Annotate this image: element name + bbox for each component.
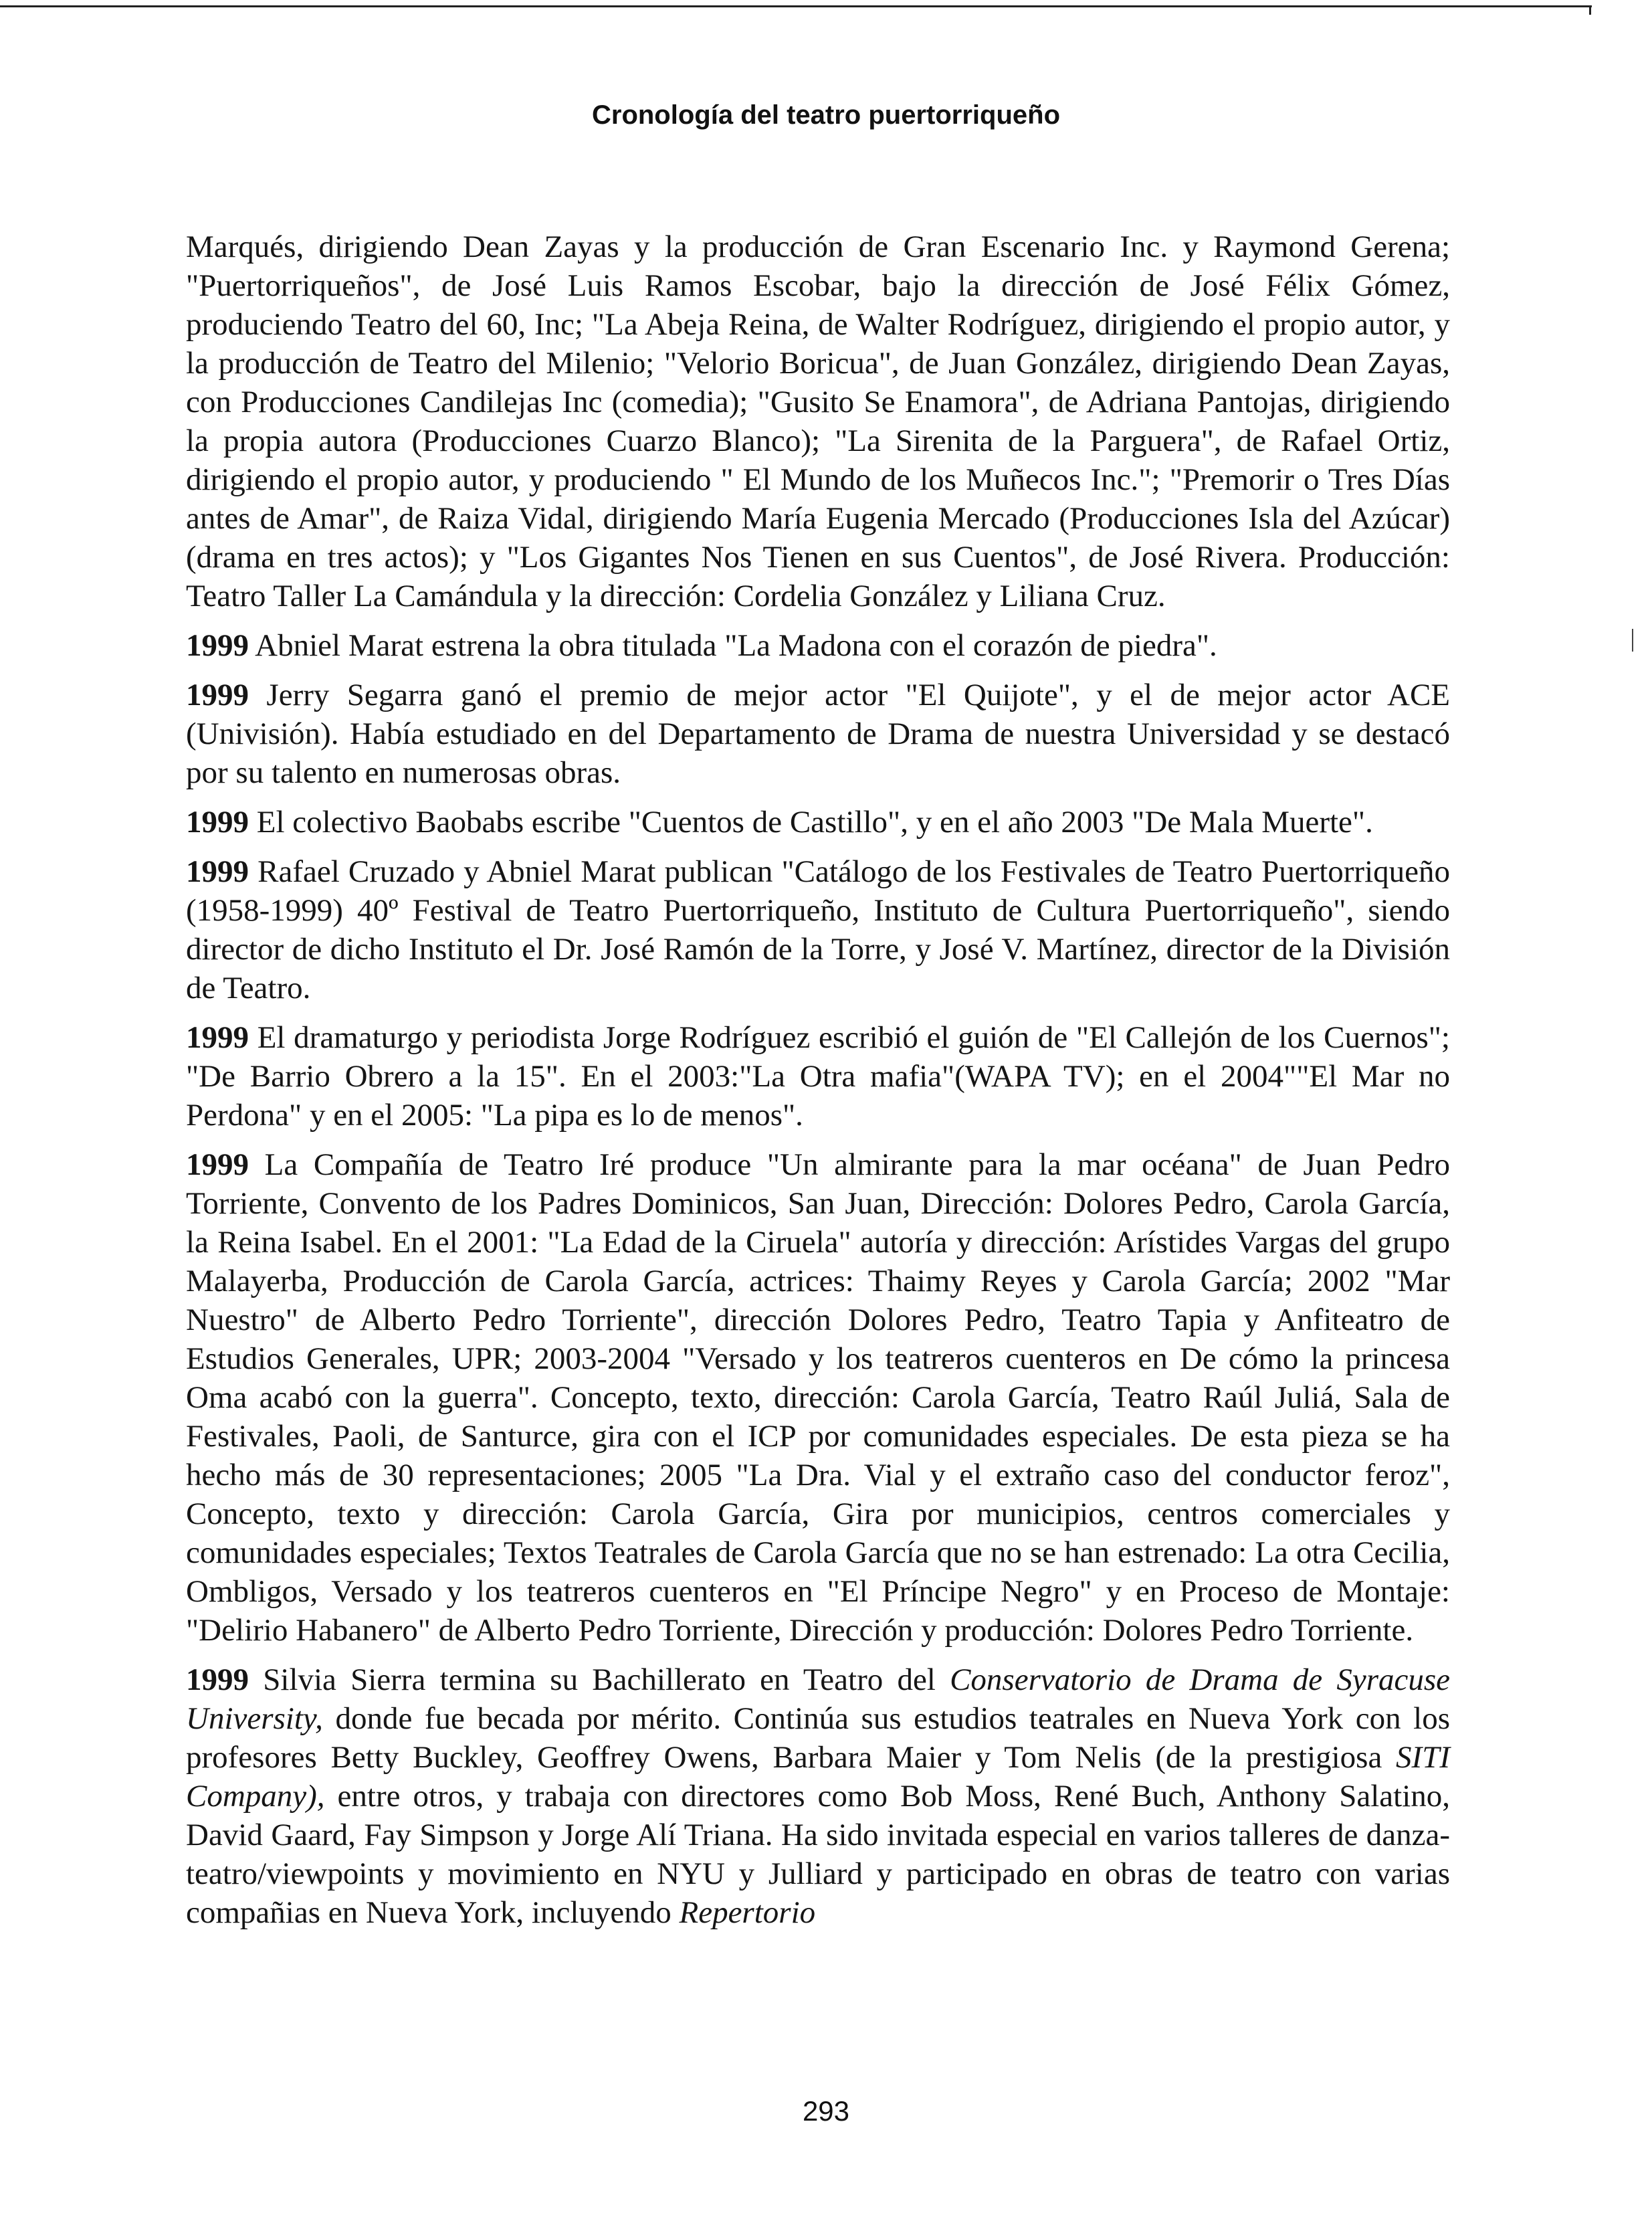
entry-year: 1999 <box>186 1020 249 1055</box>
running-head: Cronología del teatro puertorriqueño <box>591 100 1061 130</box>
page-number: 293 <box>802 2095 850 2127</box>
page-body <box>186 227 1450 1943</box>
entry-continuation <box>186 227 1450 615</box>
entry-text: El colectivo Baobabs escribe "Cuentos de Castillo", y en el año 2003 "De Mala Muerte". <box>256 805 1373 840</box>
entry <box>186 852 1450 1007</box>
entry-text: Abniel Marat estrena la obra titulada "La Madona con el corazón de piedra". <box>255 628 1217 663</box>
entry-text: entre otros, y trabaja con directores como Bob Moss, René Buch, Anthony Salatino, David Gaard, Fay Simpson y Jorge Alí Triana. Ha sido invitada especial en varios talleres de danza-teatro/viewpoints y movimiento en NYU y Julliard y participado en obras de teatro con varias compañias en Nueva York, incluyendo <box>186 1779 1450 1930</box>
entry-italic: Conservatorio de Drama de Syracuse University, <box>186 1662 1451 1736</box>
entry-text: donde fue becada por mérito. Continúa sus estudios teatrales en Nueva York con los profesores Betty Buckley, Geoffrey Owens, Barbara Maier y Tom Nelis (de la prestigiosa <box>186 1701 1450 1775</box>
entry <box>186 803 1450 842</box>
entry-text: Marqués, dirigiendo Dean Zayas y la producción de Gran Escenario Inc. y Raymond Gerena; "Puertorriqueños", de José Luis Ramos Escobar, bajo la dirección de José Félix Gómez, produciendo Teatro del 60, Inc; "La Abeja Reina, de Walter Rodríguez, dirigiendo el propio autor, y la producción de Teatro del Milenio; "Velorio Boricua", de Juan González, dirigiendo Dean Zayas, con Producciones Candilejas Inc (comedia); "Gusito Se Enamora", de Adriana Pantojas, dirigiendo la propia autora (Producciones Cuarzo Blanco); "La Sirenita de la Parguera", de Rafael Ortiz, dirigiendo el propio autor, y produciendo " El Mundo de los Muñecos Inc."; "Premorir o Tres Días antes de Amar", de Raiza Vidal, dirigiendo María Eugenia Mercado (Producciones Isla del Azúcar) (drama en tres actos); y "Los Gigantes Nos Tienen en sus Cuentos", de José Rivera. Producción: Teatro Taller La Camándula y la dirección: Cordelia González y Liliana Cruz. <box>186 229 1450 613</box>
top-rule <box>0 5 1592 7</box>
margin-mark <box>1632 629 1633 652</box>
entry <box>186 676 1450 792</box>
entry-year: 1999 <box>186 678 249 712</box>
entry-year: 1999 <box>186 628 249 663</box>
entry <box>186 1660 1450 1932</box>
entry-text: Silvia Sierra termina su Bachillerato en Teatro del <box>263 1662 950 1697</box>
entry <box>186 1145 1450 1650</box>
entry <box>186 1018 1450 1135</box>
entry-text: La Compañía de Teatro Iré produce "Un almirante para la mar océana" de Juan Pedro Torriente, Convento de los Padres Dominicos, San Juan, Dirección: Dolores Pedro, Carola García, la Reina Isabel. En el 2001: "La Edad de la Ciruela" autoría y dirección: Arístides Vargas del grupo Malayerba, Producción de Carola García, actrices: Thaimy Reyes y Carola García; 2002 "Mar Nuestro" de Alberto Pedro Torriente", dirección Dolores Pedro, Teatro Tapia y Anfiteatro de Estudios Generales, UPR; 2003-2004 "Versado y los teatreros cuenteros en De cómo la princesa Oma acabó con la guerra". Concepto, texto, dirección: Carola García, Teatro Raúl Juliá, Sala de Festivales, Paoli, de Santurce, gira con el ICP por comunidades especiales. De esta pieza se ha hecho más de 30 representaciones; 2005 "La Dra. Vial y el extraño caso del conductor feroz", Concepto, texto y dirección: Carola García, Gira por municipios, centros comerciales y comunidades especiales; Textos Teatrales de Carola García que no se han estrenado: La otra Cecilia, Ombligos, Versado y los teatreros cuenteros en "El Príncipe Negro" y en Proceso de Montaje: "Delirio Habanero" de Alberto Pedro Torriente, Dirección y producción: Dolores Pedro Torriente. <box>186 1147 1450 1648</box>
entry-year: 1999 <box>186 805 249 840</box>
entry-text: El dramaturgo y periodista Jorge Rodríguez escribió el guión de "El Callejón de los Cuernos"; "De Barrio Obrero a la 15". En el 2003:"La Otra mafia"(WAPA TV); en el 2004""El Mar no Perdona" y en el 2005: "La pipa es lo de menos". <box>186 1020 1450 1133</box>
entry-text: Rafael Cruzado y Abniel Marat publican "Catálogo de los Festivales de Teatro Puertorriqueño (1958-1999) 40º Festival de Teatro Puertorriqueño, Instituto de Cultura Puertorriqueño", siendo director de dicho Instituto el Dr. José Ramón de la Torre, y José V. Martínez, director de la División de Teatro. <box>186 854 1451 1005</box>
entry-year: 1999 <box>186 1662 249 1697</box>
entry <box>186 626 1450 665</box>
entry-year: 1999 <box>186 854 249 889</box>
entry-text: Jerry Segarra ganó el premio de mejor actor "El Quijote", y el de mejor actor ACE (Univisión). Había estudiado en del Departamento de Drama de nuestra Universidad y se destacó por su talento en numerosas obras. <box>186 678 1451 790</box>
entry-italic: Repertorio <box>679 1895 816 1930</box>
entry-year: 1999 <box>186 1147 249 1182</box>
entry-italic: SITI Company), <box>186 1740 1450 1814</box>
top-rule-tick <box>1589 5 1591 15</box>
